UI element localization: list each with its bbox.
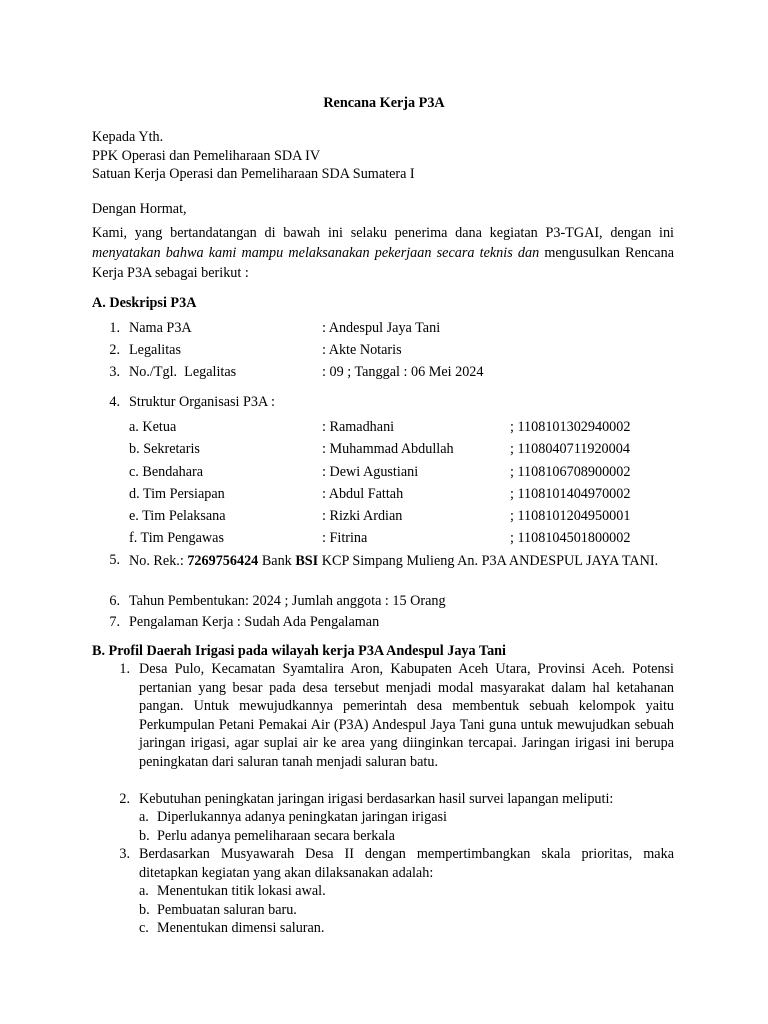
sub-letter: b. [139,828,150,844]
profile-paragraph-2: Kebutuhan peningkatan jaringan irigasi berdasarkan hasil survei lapangan meliputi: [139,791,614,807]
member-role: e. Tim Pelaksana [129,508,226,524]
account-number: 7269756424 [187,553,259,569]
item-value: : Akte Notaris [322,342,402,358]
greeting: Dengan Hormat, [92,201,187,217]
list-number: 4. [109,394,120,410]
document-title: Rencana Kerja P3A [323,95,445,111]
item-label: Nama P3A [129,320,192,336]
sub-letter: b. [139,902,150,918]
member-name: : Abdul Fattah [322,486,404,502]
member-nik: ; 1108040711920004 [510,441,630,457]
intro-text-2: mengusulkan Rencana Kerja P3A sebagai berikut : [92,245,675,281]
list-number: 3. [109,364,120,380]
member-name: : Fitrina [322,530,368,546]
list-number: 1. [119,661,130,677]
sub-item: Menentukan titik lokasi awal. [157,883,326,899]
sub-letter: a. [139,883,149,899]
section-a-heading: A. Deskripsi P3A [92,295,197,311]
rek-prefix: No. Rek.: [129,553,188,569]
item-label: Legalitas [129,342,181,358]
list-number: 2. [119,791,130,807]
profile-paragraph-3: Berdasarkan Musyawarah Desa II dengan mempertimbangkan skala prioritas, maka ditetapkan kegiatan yang akan dilaksanakan adalah: [139,846,674,881]
sub-item: Perlu adanya pemeliharaan secara berkala [157,828,395,844]
struktur-label: Struktur Organisasi P3A : [129,394,275,410]
member-name: : Ramadhani [322,419,395,435]
member-nik: ; 1108106708900002 [510,464,631,480]
member-name: : Muhammad Abdullah [322,441,454,457]
list-number: 1. [109,320,120,336]
sub-item: Menentukan dimensi saluran. [157,920,325,936]
member-role: b. Sekretaris [129,441,200,457]
formation-year: Tahun Pembentukan: 2024 ; Jumlah anggota : 15 Orang [129,593,446,609]
sub-letter: c. [139,920,149,936]
list-number: 2. [109,342,120,358]
member-role: c. Bendahara [129,464,204,480]
bank-account-line [129,551,674,571]
intro-italic-text: menyatakan bahwa kami mampu melaksanakan pekerjaan secara teknis dan [92,245,540,261]
member-name: : Dewi Agustiani [322,464,419,480]
list-number: 5. [109,552,120,568]
rek-mid: Bank [258,553,296,569]
list-number: 6. [109,593,120,609]
intro-text-1: Kami, yang bertandatangan di bawah ini selaku penerima dana kegiatan P3-TGAI, dengan ini [92,225,674,241]
member-role: d. Tim Persiapan [129,486,225,502]
member-name: : Rizki Ardian [322,508,403,524]
section-b-heading: B. Profil Daerah Irigasi pada wilayah kerja P3A Andespul Jaya Tani [92,643,506,659]
rek-suffix: KCP Simpang Mulieng An. P3A ANDESPUL JAYA TANI. [318,553,659,569]
sub-item: Diperlukannya adanya peningkatan jaringan irigasi [157,809,447,825]
item-value: : Andespul Jaya Tani [322,320,441,336]
sub-item: Pembuatan saluran baru. [157,902,297,918]
list-number: 3. [119,846,130,862]
member-nik: ; 1108101302940002 [510,419,631,435]
item-value: : 09 ; Tanggal : 06 Mei 2024 [322,364,484,380]
member-role: a. Ketua [129,419,177,435]
profile-paragraph-1: Desa Pulo, Kecamatan Syamtalira Aron, Kabupaten Aceh Utara, Provinsi Aceh. Potensi pertanian yang besar pada desa tersebut menjadi modal masyarakat dalam hal ketahanan pangan. Untuk mewujudkannya pemerintah desa membentuk sebuah kelompok yaitu Perkumpulan Petani Pemakai Air (P3A) Andespul Jaya Tani guna untuk mewujudkan sebuah jaringan irigasi, agar suplai air ke area yang diinginkan tercapai. Jaringan irigasi ini berupa peningkatan dari saluran tanah menjadi saluran batu. [139,661,674,770]
recipient-line-2: PPK Operasi dan Pemeliharaan SDA IV [92,148,321,164]
intro-paragraph [92,223,674,283]
recipient-line-3: Satuan Kerja Operasi dan Pemeliharaan SDA Sumatera I [92,166,415,182]
sub-letter: a. [139,809,149,825]
member-nik: ; 1108101204950001 [510,508,631,524]
member-role: f. Tim Pengawas [129,530,224,546]
list-number: 7. [109,614,120,630]
bank-name: BSI [295,553,319,569]
recipient-line-1: Kepada Yth. [92,129,164,145]
item-label: No./Tgl. Legalitas [129,364,237,380]
member-nik: ; 1108104501800002 [510,530,631,546]
member-nik: ; 1108101404970002 [510,486,631,502]
work-experience: Pengalaman Kerja : Sudah Ada Pengalaman [129,614,380,630]
